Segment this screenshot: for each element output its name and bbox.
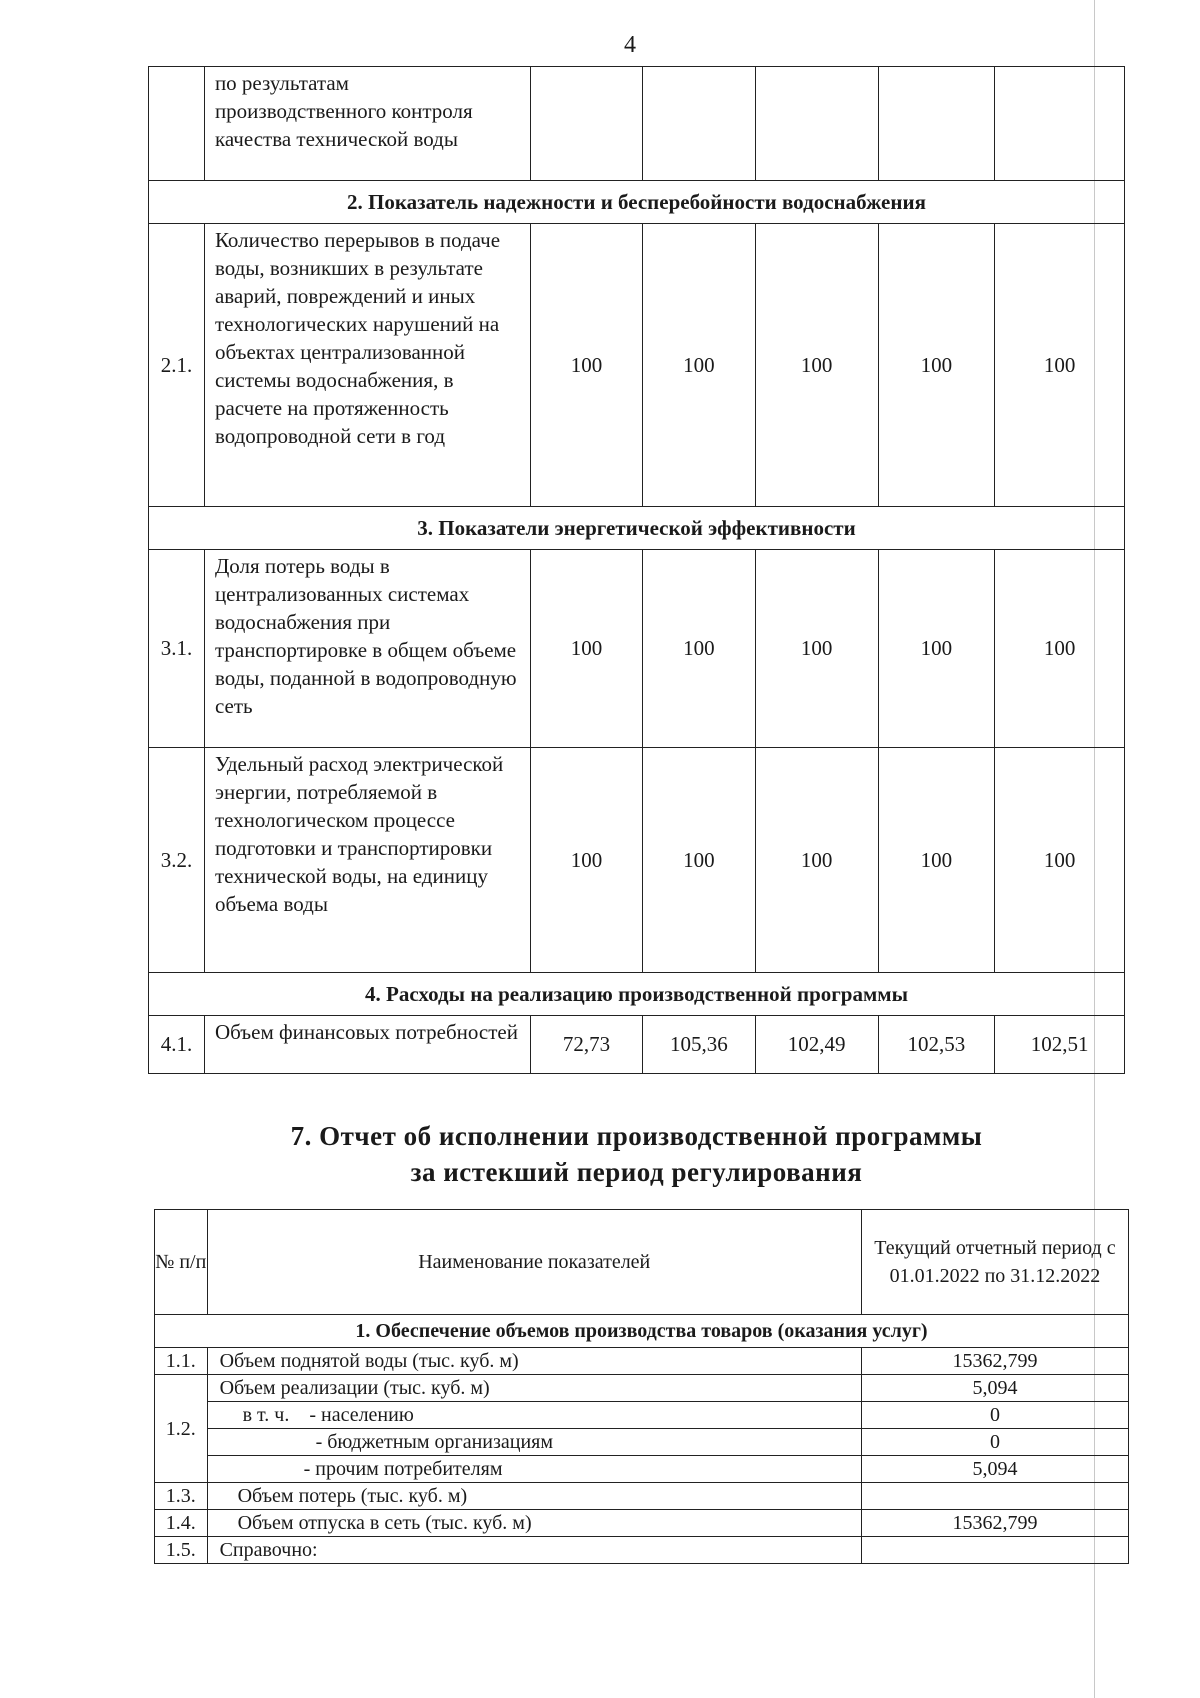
table-row: [149, 67, 1125, 181]
value-cell: [861, 1537, 1128, 1564]
section-title: 1. Обеспечение объемов производства товаров (оказания услуг): [155, 1315, 1129, 1348]
row-number: 2.1.: [149, 224, 205, 507]
value-cell: 100: [643, 748, 756, 973]
value-cell: 0: [861, 1429, 1128, 1456]
section-title: 3. Показатели энергетической эффективности: [149, 507, 1125, 550]
indicator-name: Объем потерь (тыс. куб. м): [207, 1483, 861, 1510]
value-cell: 100: [755, 224, 878, 507]
indicator-name: - прочим потребителям: [207, 1456, 861, 1483]
table-row: [155, 1510, 1129, 1537]
value-cell: 100: [643, 224, 756, 507]
indicator-name: Удельный расход электрической энергии, потребляемой в технологическом процессе подготовки и транспортировки технической воды, на единицу объема воды: [204, 748, 530, 973]
value-cell: 100: [755, 550, 878, 748]
value-cell: 100: [878, 550, 994, 748]
value-cell: 100: [995, 224, 1125, 507]
table-row: [149, 748, 1125, 973]
indicator-name: по результатам производственного контроля качества технической воды: [204, 67, 530, 181]
value-cell: 5,094: [861, 1456, 1128, 1483]
value-cell: [643, 67, 756, 181]
indicator-name: Объем поднятой воды (тыс. куб. м): [207, 1348, 861, 1375]
value-cell: 102,51: [995, 1016, 1125, 1074]
value-cell: 100: [995, 550, 1125, 748]
heading-line-2: за истекший период регулирования: [410, 1157, 863, 1187]
value-cell: 0: [861, 1402, 1128, 1429]
value-cell: 102,49: [755, 1016, 878, 1074]
section-row: [149, 181, 1125, 224]
table-row: [155, 1348, 1129, 1375]
table-row: [155, 1429, 1129, 1456]
indicator-name: Объем финансовых потребностей: [204, 1016, 530, 1074]
table-row: [155, 1375, 1129, 1402]
value-cell: 105,36: [643, 1016, 756, 1074]
page-number: 4: [624, 32, 636, 58]
row-number: 1.2.: [155, 1375, 208, 1483]
indicator-name: [207, 1402, 861, 1429]
section-row: [149, 973, 1125, 1016]
value-cell: 100: [995, 748, 1125, 973]
header-row: [155, 1210, 1129, 1315]
indicators-table: [148, 66, 1125, 1074]
row-number: 4.1.: [149, 1016, 205, 1074]
value-cell: 100: [878, 224, 994, 507]
value-cell: 100: [878, 748, 994, 973]
value-cell: [755, 67, 878, 181]
value-cell: 5,094: [861, 1375, 1128, 1402]
header-number: № п/п: [155, 1210, 208, 1315]
row-number: 1.3.: [155, 1483, 208, 1510]
report-table: [154, 1209, 1129, 1564]
table-row: [149, 1016, 1125, 1074]
indicator-name: Количество перерывов в подаче воды, возникших в результате аварий, повреждений и иных технологических нарушений на объектах централизованной системы водоснабжения, в расчете на протяженность водопроводной сети в год: [204, 224, 530, 507]
row-number: 3.1.: [149, 550, 205, 748]
value-cell: 100: [643, 550, 756, 748]
value-cell: 102,53: [878, 1016, 994, 1074]
header-name: Наименование показателей: [207, 1210, 861, 1315]
section-row: [149, 507, 1125, 550]
table-row: [155, 1537, 1129, 1564]
table-row: [149, 550, 1125, 748]
row-number: 1.4.: [155, 1510, 208, 1537]
indicator-name: Справочно:: [207, 1537, 861, 1564]
value-cell: 100: [530, 550, 642, 748]
value-cell: [878, 67, 994, 181]
value-cell: 100: [530, 224, 642, 507]
row-number: 1.1.: [155, 1348, 208, 1375]
value-cell: 15362,799: [861, 1348, 1128, 1375]
section-heading: [148, 1118, 1125, 1190]
value-cell: [530, 67, 642, 181]
row-number: [149, 67, 205, 181]
row-number: 1.5.: [155, 1537, 208, 1564]
indicator-name: Объем реализации (тыс. куб. м): [207, 1375, 861, 1402]
section-title: 2. Показатель надежности и бесперебойности водоснабжения: [149, 181, 1125, 224]
indicator-name: - бюджетным организациям: [207, 1429, 861, 1456]
value-cell: 100: [755, 748, 878, 973]
table-row: [149, 224, 1125, 507]
indicator-name: Доля потерь воды в централизованных системах водоснабжения при транспортировке в общем объеме воды, поданной в водопроводную сеть: [204, 550, 530, 748]
header-period: Текущий отчетный период с 01.01.2022 по 31.12.2022: [861, 1210, 1128, 1315]
value-cell: 72,73: [530, 1016, 642, 1074]
section-title: 4. Расходы на реализацию производственной программы: [149, 973, 1125, 1016]
value-cell: [995, 67, 1125, 181]
section-row: [155, 1315, 1129, 1348]
row-number: 3.2.: [149, 748, 205, 973]
value-cell: 15362,799: [861, 1510, 1128, 1537]
heading-line-1: 7. Отчет об исполнении производственной программы: [290, 1121, 983, 1151]
prefix-label: в т. ч.: [242, 1404, 290, 1426]
sub-label: - населению: [309, 1404, 414, 1426]
table-row: [155, 1483, 1129, 1510]
indicator-name: Объем отпуска в сеть (тыс. куб. м): [207, 1510, 861, 1537]
table-row: [155, 1402, 1129, 1429]
table-row: [155, 1456, 1129, 1483]
value-cell: 100: [530, 748, 642, 973]
value-cell: [861, 1483, 1128, 1510]
